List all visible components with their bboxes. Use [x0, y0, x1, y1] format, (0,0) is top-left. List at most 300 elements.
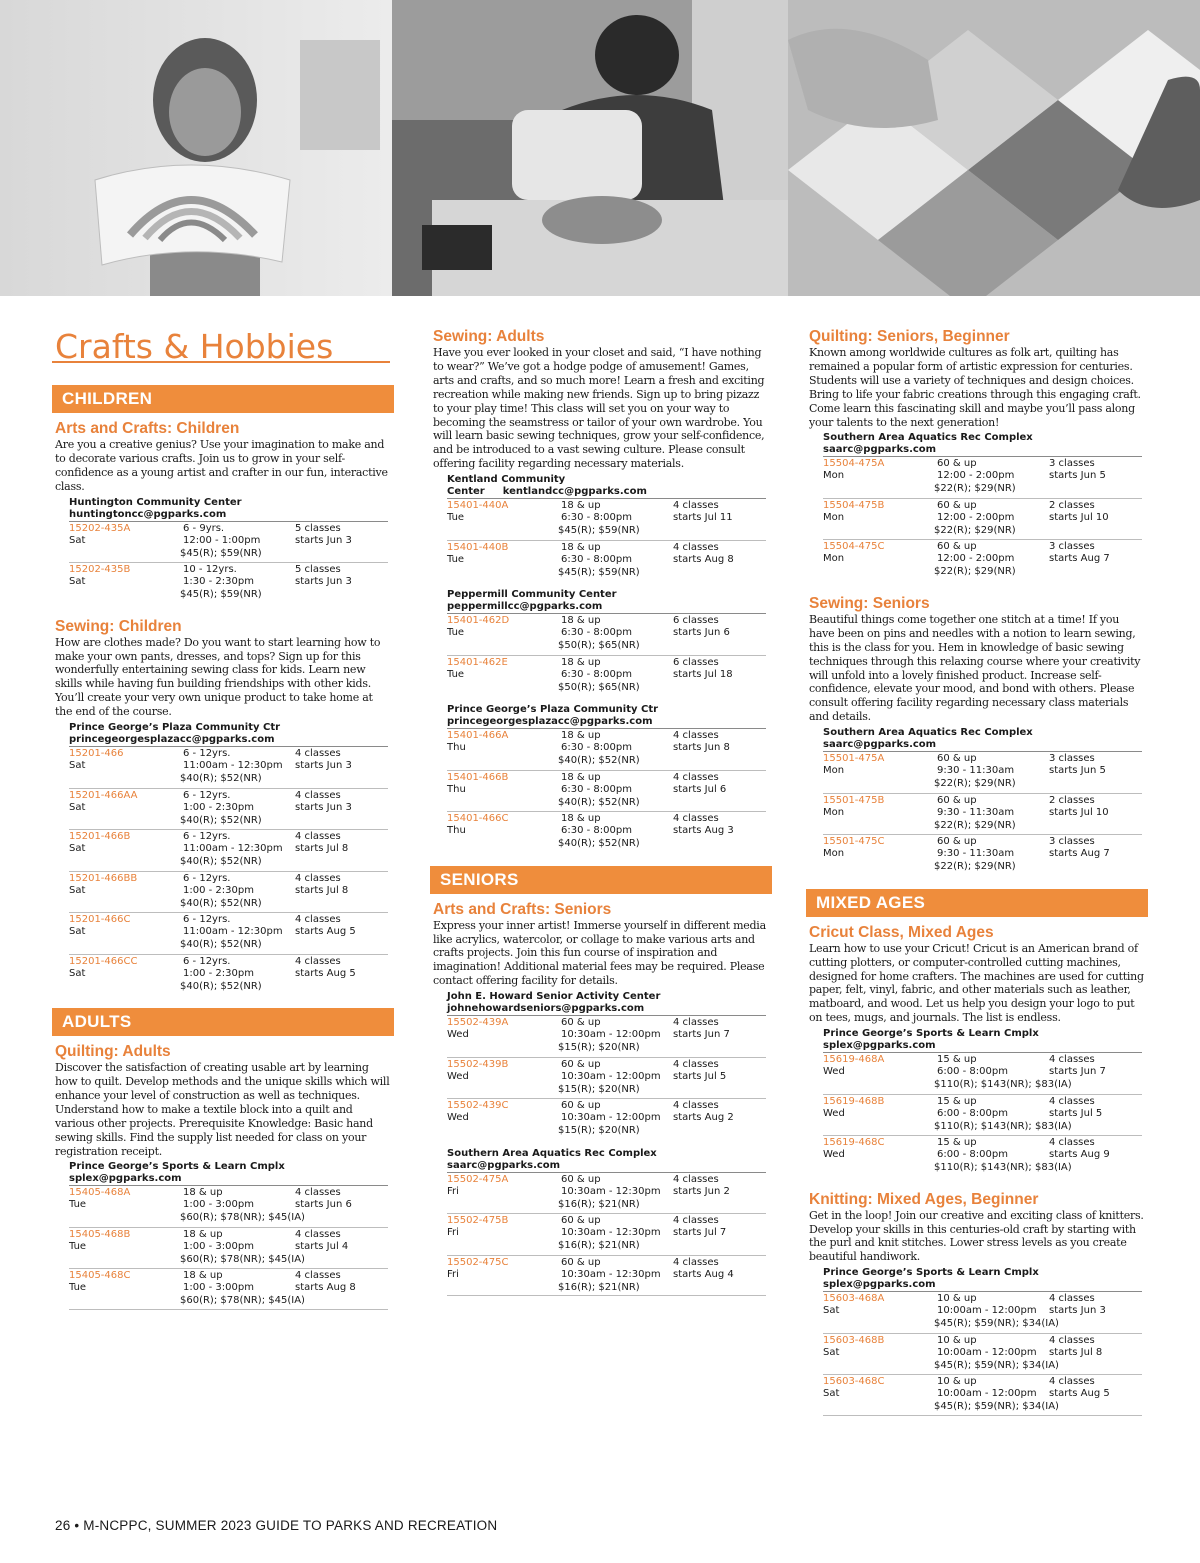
- offering-row: [447, 811, 766, 853]
- offering-start: starts Aug 9: [1049, 1149, 1110, 1161]
- offering-age: 6 - 12yrs.: [183, 748, 231, 760]
- activity-code[interactable]: 15501-475C: [823, 836, 885, 848]
- offering-row: [447, 1213, 766, 1255]
- offering-day: Sat: [69, 884, 86, 896]
- offering-classes: 4 classes: [673, 730, 719, 742]
- offering-classes: 4 classes: [295, 1228, 341, 1240]
- activity-code[interactable]: 15201-466CC: [69, 955, 138, 967]
- offering-start: starts Jun 3: [1049, 1305, 1106, 1317]
- offering-fee: $16(R); $21(NR): [558, 1281, 640, 1293]
- facility-name: Prince George’s Sports & Learn Cmplx: [823, 1267, 1039, 1279]
- offering-fee: $60(R); $78(NR); $45(IA): [180, 1253, 305, 1265]
- offering-time: 1:00 - 3:00pm: [183, 1282, 254, 1294]
- offering-fee: $45(R); $59(NR): [558, 566, 640, 578]
- offering-start: starts Aug 5: [1049, 1388, 1110, 1400]
- offering-row: [823, 751, 1142, 793]
- activity-code[interactable]: 15603-468C: [823, 1376, 885, 1388]
- offering-row: [69, 829, 388, 871]
- section-band: ADULTS: [52, 1008, 394, 1036]
- activity-code[interactable]: 15502-475A: [447, 1173, 509, 1185]
- offering-time: 11:00am - 12:30pm: [183, 926, 283, 938]
- spacer: [806, 876, 1144, 889]
- offering-start: starts Jun 3: [295, 760, 352, 772]
- course-title: Knitting: Mixed Ages, Beginner: [809, 1190, 1039, 1208]
- course-description: How are clothes made? Do you want to start learning how to make your own pants, dresses, and tops? Sign up for this wonderfully entertaining sewing class for kids. Learn new skills while having fun building friendships with other kids. You’ll create your very own unique product to take home at the end of the course.: [55, 635, 381, 719]
- offering-day: Fri: [447, 1227, 459, 1239]
- facility-email[interactable]: saarc@pgparks.com: [823, 444, 937, 456]
- course-description: Learn how to use your Cricut! Cricut is an American brand of cutting plotters, or computer-controlled cutting machines, designed for home crafters. The machines are used for cutting paper, felt, vinyl, fabric, and other materials such as leather, matboard, and wood. Let us help you design your logo to put on tees, mugs, and journals. The list is endless.: [809, 941, 1144, 1025]
- offering-day: Tue: [69, 1282, 87, 1294]
- offering-start: starts Jul 4: [295, 1240, 349, 1252]
- activity-code[interactable]: 15201-466: [69, 748, 124, 760]
- offering-classes: 4 classes: [295, 789, 341, 801]
- offering-start: starts Jul 10: [1049, 511, 1109, 523]
- offering-age: 18 & up: [561, 500, 601, 512]
- offering-classes: 2 classes: [1049, 499, 1095, 511]
- offering-age: 6 - 12yrs.: [183, 872, 231, 884]
- column-3-body: [806, 327, 1144, 1416]
- offering-time: 6:30 - 8:00pm: [561, 553, 632, 565]
- offering-row: [823, 1333, 1142, 1375]
- offering-fee: $40(R); $52(NR): [180, 897, 262, 909]
- facility-email[interactable]: splex@pgparks.com: [69, 1173, 182, 1185]
- offering-day: Sat: [823, 1346, 840, 1358]
- offering-row: [69, 1268, 388, 1310]
- offering-start: starts Jul 18: [673, 668, 733, 680]
- spacer: [806, 1177, 1144, 1190]
- offering-fee: $45(R); $59(NR): [180, 589, 262, 601]
- offering-row: [447, 1057, 766, 1099]
- activity-code[interactable]: 15202-435A: [69, 522, 131, 534]
- facility-header: [447, 1148, 768, 1172]
- offering-row: [69, 746, 388, 788]
- offering-time: 9:30 - 11:30am: [937, 848, 1015, 860]
- offering-time: 6:00 - 8:00pm: [937, 1066, 1008, 1078]
- offering-classes: 4 classes: [1049, 1095, 1095, 1107]
- offering-day: Wed: [823, 1066, 845, 1078]
- offering-time: 1:00 - 3:00pm: [183, 1240, 254, 1252]
- offering-time: 6:30 - 8:00pm: [561, 783, 632, 795]
- offering-time: 10:30am - 12:30pm: [561, 1185, 661, 1197]
- offering-time: 9:30 - 11:30am: [937, 806, 1015, 818]
- course-title: Sewing: Adults: [433, 328, 545, 345]
- offering-age: 18 & up: [561, 615, 601, 627]
- offering-day: Sat: [69, 534, 86, 546]
- offering-start: starts Jul 6: [673, 783, 727, 795]
- offering-day: Mon: [823, 470, 845, 482]
- offering-row: [447, 770, 766, 812]
- offering-start: starts Aug 3: [673, 825, 734, 837]
- facility-header: [69, 497, 390, 521]
- facility-email[interactable]: splex@pgparks.com: [823, 1279, 936, 1291]
- offering-fee: $110(R); $143(NR); $83(IA): [934, 1162, 1072, 1174]
- activity-code[interactable]: 15619-468B: [823, 1095, 885, 1107]
- facility-header: [447, 474, 768, 498]
- offering-start: starts Aug 2: [673, 1112, 734, 1124]
- offering-classes: 4 classes: [673, 1100, 719, 1112]
- offering-classes: 4 classes: [295, 955, 341, 967]
- offering-classes: 4 classes: [673, 1173, 719, 1185]
- offering-day: Thu: [447, 783, 466, 795]
- offering-day: Sat: [69, 760, 86, 772]
- activity-code[interactable]: 15405-468C: [69, 1270, 131, 1282]
- activity-code[interactable]: 15504-475A: [823, 458, 885, 470]
- offering-time: 11:00am - 12:30pm: [183, 760, 283, 772]
- offering-classes: 3 classes: [1049, 458, 1095, 470]
- offering-day: Sat: [823, 1305, 840, 1317]
- offering-age: 15 & up: [937, 1137, 977, 1149]
- offering-classes: 4 classes: [295, 831, 341, 843]
- activity-code[interactable]: 15619-468C: [823, 1137, 885, 1149]
- offering-fee: $110(R); $143(NR); $83(IA): [934, 1079, 1072, 1091]
- facility-header: [823, 727, 1144, 751]
- spacer: [52, 604, 390, 617]
- offering-time: 6:30 - 8:00pm: [561, 627, 632, 639]
- offering-start: starts Jun 6: [295, 1199, 352, 1211]
- offering-classes: 4 classes: [1049, 1334, 1095, 1346]
- offering-classes: 3 classes: [1049, 836, 1095, 848]
- offering-classes: 5 classes: [295, 564, 341, 576]
- facility-name: Huntington Community Center: [69, 496, 242, 508]
- offering-day: Tue: [69, 1240, 87, 1252]
- spacer: [430, 696, 768, 704]
- offering-start: starts Jul 7: [673, 1227, 727, 1239]
- facility-email[interactable]: johnehowardseniors@pgparks.com: [447, 1003, 645, 1015]
- activity-code[interactable]: 15202-435B: [69, 564, 131, 576]
- offering-fee: $45(R); $59(NR); $34(IA): [934, 1318, 1059, 1330]
- offering-age: 60 & up: [561, 1100, 601, 1112]
- facility-header: [447, 589, 768, 613]
- offering-age: 18 & up: [561, 771, 601, 783]
- offering-fee: $22(R); $29(NR): [934, 566, 1016, 578]
- offering-age: 18 & up: [561, 730, 601, 742]
- facility-header: [69, 1161, 390, 1185]
- activity-code[interactable]: 15603-468A: [823, 1293, 885, 1305]
- spacer: [430, 581, 768, 589]
- offering-age: 60 & up: [937, 753, 977, 765]
- offering-age: 6 - 12yrs.: [183, 831, 231, 843]
- activity-code[interactable]: 15401-466A: [447, 730, 509, 742]
- offering-time: 1:00 - 2:30pm: [183, 967, 254, 979]
- offering-row: [447, 613, 766, 655]
- offering-start: starts Jun 7: [673, 1029, 730, 1041]
- offering-day: Mon: [823, 511, 845, 523]
- offering-row: [823, 1094, 1142, 1136]
- offering-row: [823, 1052, 1142, 1094]
- offering-row: [69, 1185, 388, 1227]
- offering-row: [823, 498, 1142, 540]
- offering-start: starts Jun 8: [673, 742, 730, 754]
- offering-day: Wed: [823, 1107, 845, 1119]
- offering-start: starts Jul 11: [673, 512, 733, 524]
- offering-age: 18 & up: [561, 656, 601, 668]
- offering-classes: 6 classes: [673, 656, 719, 668]
- offering-fee: $45(R); $59(NR): [558, 525, 640, 537]
- spacer: [806, 581, 1144, 594]
- offering-start: starts Jul 8: [295, 884, 349, 896]
- activity-code[interactable]: 15501-475A: [823, 753, 885, 765]
- offering-time: 11:00am - 12:30pm: [183, 843, 283, 855]
- column-3: [806, 327, 1144, 1416]
- offering-start: starts Jul 8: [1049, 1346, 1103, 1358]
- facility-name: Southern Area Aquatics Rec Complex: [447, 1147, 657, 1159]
- offering-classes: 4 classes: [673, 813, 719, 825]
- offering-time: 6:30 - 8:00pm: [561, 825, 632, 837]
- offering-row: [69, 871, 388, 913]
- offering-age: 10 & up: [937, 1293, 977, 1305]
- facility-name: John E. Howard Senior Activity Center: [447, 991, 661, 1003]
- facility-email[interactable]: princegeorgesplazacc@pgparks.com: [69, 734, 275, 746]
- offering-classes: 4 classes: [673, 1017, 719, 1029]
- activity-code[interactable]: 15502-439A: [447, 1017, 509, 1029]
- offering-age: 60 & up: [937, 458, 977, 470]
- offering-classes: 6 classes: [673, 615, 719, 627]
- activity-code[interactable]: 15405-468A: [69, 1187, 131, 1199]
- offering-row: [447, 498, 766, 540]
- offering-fee: $22(R); $29(NR): [934, 861, 1016, 873]
- offering-age: 6 - 12yrs.: [183, 914, 231, 926]
- offering-time: 10:30am - 12:00pm: [561, 1029, 661, 1041]
- column-1-body: [52, 385, 390, 1310]
- offering-classes: 4 classes: [295, 1270, 341, 1282]
- offering-day: Wed: [447, 1029, 469, 1041]
- activity-code[interactable]: 15401-462D: [447, 615, 510, 627]
- offering-time: 6:30 - 8:00pm: [561, 668, 632, 680]
- activity-code[interactable]: 15504-475B: [823, 499, 885, 511]
- header-photo-strip: [0, 0, 1200, 296]
- offering-fee: $40(R); $52(NR): [180, 814, 262, 826]
- offering-row: [69, 562, 388, 604]
- offering-classes: 4 classes: [1049, 1137, 1095, 1149]
- activity-code[interactable]: 15201-466AA: [69, 789, 138, 801]
- activity-code[interactable]: 15501-475B: [823, 794, 885, 806]
- offering-start: starts Aug 5: [295, 926, 356, 938]
- offering-fee: $60(R); $78(NR); $45(IA): [180, 1295, 305, 1307]
- offering-fee: $15(R); $20(NR): [558, 1125, 640, 1137]
- offering-day: Wed: [447, 1070, 469, 1082]
- offering-start: starts Jul 5: [673, 1070, 727, 1082]
- facility-name: Kentland Community Center: [447, 474, 566, 498]
- facility-email[interactable]: saarc@pgparks.com: [823, 739, 937, 751]
- offering-fee: $45(R); $59(NR): [180, 547, 262, 559]
- offering-day: Sat: [69, 926, 86, 938]
- photo-child-painting: [0, 0, 392, 296]
- activity-code[interactable]: 15502-439C: [447, 1100, 509, 1112]
- offering-row: [823, 793, 1142, 835]
- activity-code[interactable]: 15401-466C: [447, 813, 509, 825]
- offering-fee: $40(R); $52(NR): [558, 838, 640, 850]
- offering-time: 10:30am - 12:30pm: [561, 1268, 661, 1280]
- offering-row: [69, 788, 388, 830]
- offering-start: starts Jun 7: [1049, 1066, 1106, 1078]
- offering-fee: $15(R); $20(NR): [558, 1083, 640, 1095]
- offering-time: 12:00 - 2:00pm: [937, 511, 1015, 523]
- facility-email[interactable]: peppermillcc@pgparks.com: [447, 601, 603, 613]
- offering-age: 60 & up: [937, 499, 977, 511]
- offering-time: 6:30 - 8:00pm: [561, 512, 632, 524]
- offering-start: starts Jul 8: [295, 843, 349, 855]
- offering-age: 10 & up: [937, 1376, 977, 1388]
- offering-fee: $45(R); $59(NR); $34(IA): [934, 1359, 1059, 1371]
- column-2-body: [430, 327, 768, 1296]
- activity-code[interactable]: 15502-475C: [447, 1256, 509, 1268]
- column-1: [52, 327, 390, 1310]
- offering-start: starts Jun 5: [1049, 765, 1106, 777]
- facility-email[interactable]: saarc@pgparks.com: [447, 1159, 561, 1171]
- offering-age: 15 & up: [937, 1054, 977, 1066]
- course-description: Are you a creative genius? Use your imagination to make and to decorate various crafts. Join us to grow in your self-confidence as a young artist and crafter in our fun, interactive class.: [55, 438, 388, 493]
- offering-time: 9:30 - 11:30am: [937, 765, 1015, 777]
- facility-name: Prince George’s Sports & Learn Cmplx: [823, 1028, 1039, 1040]
- offering-row: [823, 1291, 1142, 1333]
- activity-code[interactable]: 15401-440B: [447, 541, 509, 553]
- offering-classes: 5 classes: [295, 522, 341, 534]
- offering-age: 6 - 12yrs.: [183, 789, 231, 801]
- offering-fee: $22(R); $29(NR): [934, 819, 1016, 831]
- offering-row: [447, 540, 766, 582]
- offering-time: 1:00 - 2:30pm: [183, 884, 254, 896]
- offering-classes: 4 classes: [1049, 1376, 1095, 1388]
- offering-row: [823, 1374, 1142, 1416]
- activity-code[interactable]: 15504-475C: [823, 541, 885, 553]
- offering-time: 10:30am - 12:00pm: [561, 1070, 661, 1082]
- course-description: Express your inner artist! Immerse yourself in different media like acrylics, watercolor, or collage to make various arts and crafts projects. Join this fun course of inspiration and imagination! Additional material fees may be required. Please contact offering facility for details.: [433, 918, 766, 988]
- offering-day: Mon: [823, 553, 845, 565]
- offering-time: 12:00 - 2:00pm: [937, 470, 1015, 482]
- offering-fee: $16(R); $21(NR): [558, 1198, 640, 1210]
- activity-code[interactable]: 15603-468B: [823, 1334, 885, 1346]
- activity-code[interactable]: 15619-468A: [823, 1054, 885, 1066]
- activity-code[interactable]: 15405-468B: [69, 1228, 131, 1240]
- offering-start: starts Jun 3: [295, 576, 352, 588]
- photo-hands-quilting: [788, 0, 1200, 296]
- offering-time: 10:00am - 12:00pm: [937, 1346, 1037, 1358]
- offering-time: 10:30am - 12:30pm: [561, 1227, 661, 1239]
- facility-email[interactable]: kentlandcc@pgparks.com: [502, 486, 647, 498]
- offering-age: 15 & up: [937, 1095, 977, 1107]
- course-description: Beautiful things come together one stitch at a time! If you have been on pins and needles with a notion to learn sewing, this is the class for you. Hem in knowledge of basic sewing techniques through this relaxing course where your creativity will unfold into a lovely finished product. Increase self-confidence, elevate your mood, and bond with others. Please consult offering facility regarding necessary class materials and details.: [809, 612, 1141, 724]
- course-title: Quilting: Adults: [55, 1043, 171, 1061]
- course-title: Sewing: Children: [55, 617, 182, 635]
- facility-name: Prince George’s Sports & Learn Cmplx: [69, 1161, 285, 1173]
- offering-day: Mon: [823, 765, 845, 777]
- offering-day: Sat: [823, 1388, 840, 1400]
- offering-row: [69, 912, 388, 954]
- offering-time: 1:00 - 2:30pm: [183, 801, 254, 813]
- course-description: Get in the loop! Join our creative and exciting class of knitters. Develop your skills in this centuries-old craft by starting with the purl and knit stitches. Lower stress levels as you create beautiful handiwork.: [809, 1208, 1144, 1264]
- offering-start: starts Jun 6: [673, 627, 730, 639]
- photo-man-sewing-machine: [392, 0, 788, 296]
- offering-fee: $22(R); $29(NR): [934, 483, 1016, 495]
- offering-age: 60 & up: [561, 1215, 601, 1227]
- facility-email[interactable]: princegeorgesplazacc@pgparks.com: [447, 716, 653, 728]
- offering-age: 60 & up: [561, 1017, 601, 1029]
- offering-time: 10:30am - 12:00pm: [561, 1112, 661, 1124]
- offering-start: starts Aug 5: [295, 967, 356, 979]
- facility-name: Peppermill Community Center: [447, 589, 617, 601]
- offering-fee: $50(R); $65(NR): [558, 681, 640, 693]
- offering-classes: 4 classes: [295, 1187, 341, 1199]
- offering-classes: 4 classes: [295, 748, 341, 760]
- offering-start: starts Jul 5: [1049, 1107, 1103, 1119]
- offering-fee: $15(R); $20(NR): [558, 1042, 640, 1054]
- course-title: Arts and Crafts: Seniors: [433, 900, 612, 918]
- offering-fee: $22(R); $29(NR): [934, 524, 1016, 536]
- activity-code[interactable]: 15502-439B: [447, 1058, 509, 1070]
- section-band: SENIORS: [430, 866, 772, 894]
- spacer: [52, 995, 390, 1008]
- offering-fee: $40(R); $52(NR): [180, 773, 262, 785]
- offering-start: starts Jul 10: [1049, 806, 1109, 818]
- activity-code[interactable]: 15502-475B: [447, 1215, 509, 1227]
- offering-fee: $45(R); $59(NR); $34(IA): [934, 1401, 1059, 1413]
- offering-classes: 4 classes: [673, 1215, 719, 1227]
- offering-fee: $40(R); $52(NR): [180, 980, 262, 992]
- offering-age: 60 & up: [937, 541, 977, 553]
- offering-age: 60 & up: [937, 794, 977, 806]
- offering-day: Tue: [69, 1199, 87, 1211]
- offering-fee: $50(R); $65(NR): [558, 640, 640, 652]
- offering-start: starts Aug 8: [673, 553, 734, 565]
- offering-row: [823, 1135, 1142, 1177]
- column-2: [430, 327, 768, 1296]
- offering-start: starts Aug 7: [1049, 553, 1110, 565]
- offering-day: Sat: [69, 843, 86, 855]
- activity-code[interactable]: 15201-466B: [69, 831, 131, 843]
- offering-start: starts Aug 7: [1049, 848, 1110, 860]
- offering-day: Fri: [447, 1268, 459, 1280]
- activity-code[interactable]: 15201-466C: [69, 914, 131, 926]
- facility-email[interactable]: splex@pgparks.com: [823, 1040, 936, 1052]
- facility-header: [823, 1028, 1144, 1052]
- offering-day: Sat: [69, 576, 86, 588]
- offering-time: 6:00 - 8:00pm: [937, 1149, 1008, 1161]
- offering-classes: 3 classes: [1049, 753, 1095, 765]
- offering-age: 10 - 12yrs.: [183, 564, 237, 576]
- offering-classes: 3 classes: [1049, 541, 1095, 553]
- offering-row: [823, 539, 1142, 581]
- facility-email[interactable]: huntingtoncc@pgparks.com: [69, 508, 227, 520]
- offering-age: 18 & up: [183, 1270, 223, 1282]
- offering-age: 60 & up: [561, 1256, 601, 1268]
- offering-start: starts Jun 3: [295, 801, 352, 813]
- activity-code[interactable]: 15401-440A: [447, 500, 509, 512]
- offering-classes: 4 classes: [1049, 1054, 1095, 1066]
- offering-classes: 4 classes: [673, 500, 719, 512]
- offering-fee: $110(R); $143(NR); $83(IA): [934, 1120, 1072, 1132]
- offering-row: [69, 521, 388, 563]
- offering-row: [447, 1015, 766, 1057]
- offering-classes: 4 classes: [295, 872, 341, 884]
- offering-day: Fri: [447, 1185, 459, 1197]
- offering-time: 1:30 - 2:30pm: [183, 576, 254, 588]
- offering-classes: 2 classes: [1049, 794, 1095, 806]
- page-title: Crafts & Hobbies: [52, 327, 390, 363]
- course-title: Arts and Crafts: Children: [55, 420, 240, 437]
- activity-code[interactable]: 15401-466B: [447, 771, 509, 783]
- offering-fee: $40(R); $52(NR): [558, 796, 640, 808]
- offering-fee: $40(R); $52(NR): [558, 755, 640, 767]
- offering-classes: 4 classes: [673, 771, 719, 783]
- offering-day: Thu: [447, 825, 466, 837]
- offering-age: 60 & up: [937, 836, 977, 848]
- activity-code[interactable]: 15201-466BB: [69, 872, 138, 884]
- course-title: Quilting: Seniors, Beginner: [809, 328, 1010, 345]
- activity-code[interactable]: 15401-462E: [447, 656, 508, 668]
- offering-day: Tue: [447, 553, 465, 565]
- offering-age: 18 & up: [561, 813, 601, 825]
- offering-day: Sat: [69, 801, 86, 813]
